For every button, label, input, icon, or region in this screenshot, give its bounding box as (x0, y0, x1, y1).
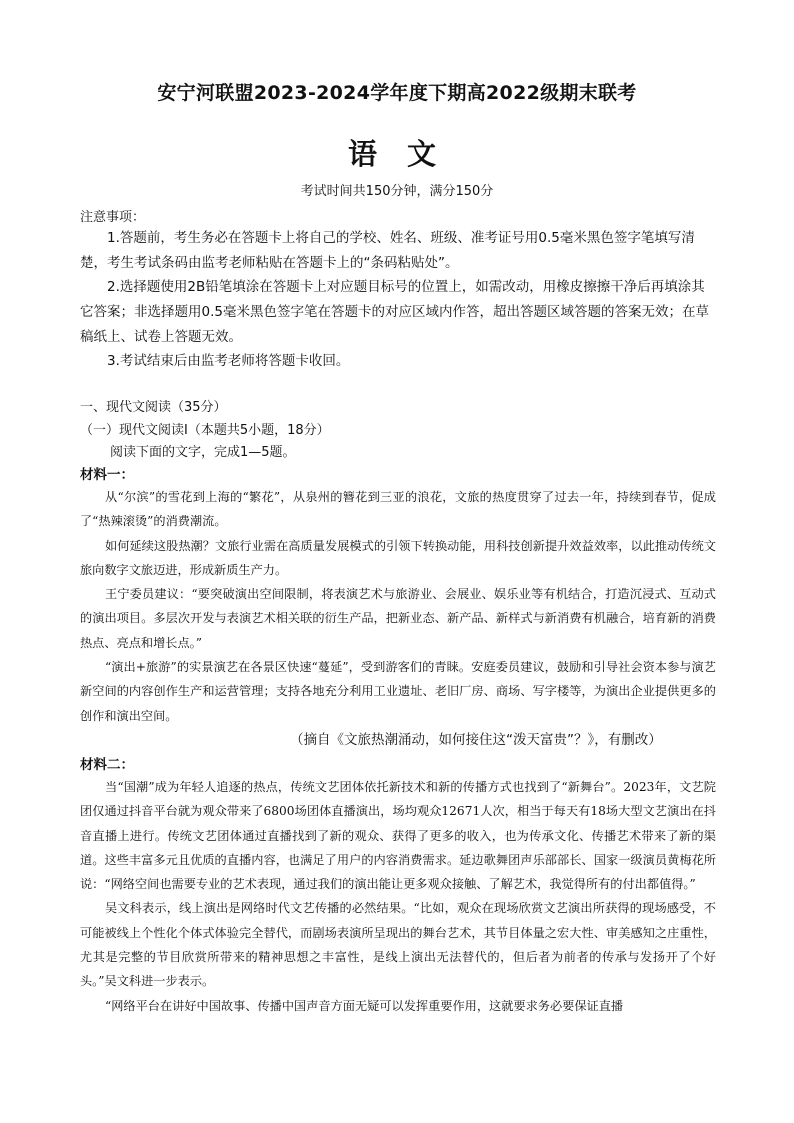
exam-title: 安宁河联盟2023-2024学年度下期高2022级期末联考 (157, 82, 637, 104)
material-2-paragraph: 当“国潮”成为年轻人追逐的热点，传统文艺团体依托新技术和新的传播方式也找到了“新舞台”。2023年，文艺院团仅通过抖音平台就为观众带来了6800场团体直播演出，场均观众12671人次，相当于每天有18场大型文艺演出在抖音直播上进行。传统文艺团体通过直播找到了新的观众、获得了更多的收入，也为传承文化、传播艺术带来了新的渠道。这些丰富多元且优质的直播内容，也满足了用户的内容消费需求。延边歌舞团声乐部部长、国家一级演员黄梅花所说：“网络空间也需要专业的艺术表现，通过我们的演出能让更多观众接触、了解艺术，我觉得所有的付出都值得。” (80, 780, 716, 892)
material-1-source: （摘自《文旅热潮涌动，如何接住这“泼天富贵”？》，有删改） (290, 732, 662, 748)
section-heading: 一、现代文阅读（35分） (80, 400, 227, 415)
material-1-paragraph: “演出+旅游”的实景演艺在各景区快速“蔓延”，受到游客们的青睐。安庭委员建议，鼓励和引导社会资本参与演艺新空间的内容创作生产和运营管理；支持各地充分利用工业遗址、老旧厂房、商场、写字楼等，为演出企业提供更多的创作和演出空间。 (80, 660, 716, 723)
material-1-label: 材料一： (80, 467, 134, 483)
notice-item-1: 1.答题前，考生务必在答题卡上将自己的学校、姓名、班级、准考证号用0.5毫米黑色签字笔填写清楚，考生考试条码由监考老师粘贴在答题卡上的“条码粘贴处”。 (80, 230, 695, 271)
material-1-paragraph: 王宁委员建议：“要突破演出空间限制，将表演艺术与旅游业、会展业、娱乐业等有机结合，打造沉浸式、互动式的演出项目。多层次开发与表演艺术相关联的衍生产品，把新业态、新产品、新样式与新消费有机融合，培育新的消费热点、亮点和增长点。” (80, 587, 716, 650)
material-2-label: 材料二： (80, 757, 134, 773)
material-1-paragraph: 如何延续这股热潮？文旅行业需在高质量发展模式的引领下转换动能，用科技创新提升效益效率，以此推动传统文旅向数字文旅迈进，形成新质生产力。 (80, 538, 716, 577)
material-2-body (80, 775, 716, 1018)
material-1-paragraph: 从“尔滨”的雪花到上海的“繁花”，从泉州的簪花到三亚的浪花，文旅的热度贯穿了过去一年，持续到春节，促成了“热辣滚烫”的消费潮流。 (80, 490, 716, 529)
notice-item-2: 2.选择题使用2B铅笔填涂在答题卡上对应题目标号的位置上，如需改动，用橡皮擦擦干净后再填涂其它答案；非选择题用0.5毫米黑色签字笔在答题卡的对应区域内作答，超出答题区域答题的答案无效；在草稿纸上、试卷上答题无效。 (80, 279, 709, 345)
material-2-paragraph: 吴文科表示，线上演出是网络时代文艺传播的必然结果。“比如，观众在现场欣赏文艺演出所获得的现场感受，不可能被线上个性化个体式体验完全替代，而剧场表演所呈现出的舞台艺术，其节目体量之宏大性、审美感知之庄重性，尤其是完整的节目欣赏所带来的精神思想之丰富性，是线上演出无法替代的，但后者为前者的传承与发扬开了个好头。”吴文科进一步表示。 (80, 901, 716, 989)
notice-label: 注意事项： (80, 210, 146, 225)
notice-item-3: 3.考试结束后由监考老师将答题卡收回。 (107, 353, 350, 369)
subject-title: 语 文 (347, 137, 447, 171)
exam-time-note: 考试时间共150分钟，满分150分 (300, 184, 494, 199)
subsection-heading: （一）现代文阅读Ⅰ（本题共5小题，18分） (80, 423, 330, 438)
material-2-paragraph: “网络平台在讲好中国故事、传播中国声音方面无疑可以发挥重要作用，这就要求务必要保证直播 (105, 998, 624, 1013)
reading-instruction: 阅读下面的文字，完成1—5题。 (110, 445, 296, 460)
material-1-body (80, 485, 716, 728)
